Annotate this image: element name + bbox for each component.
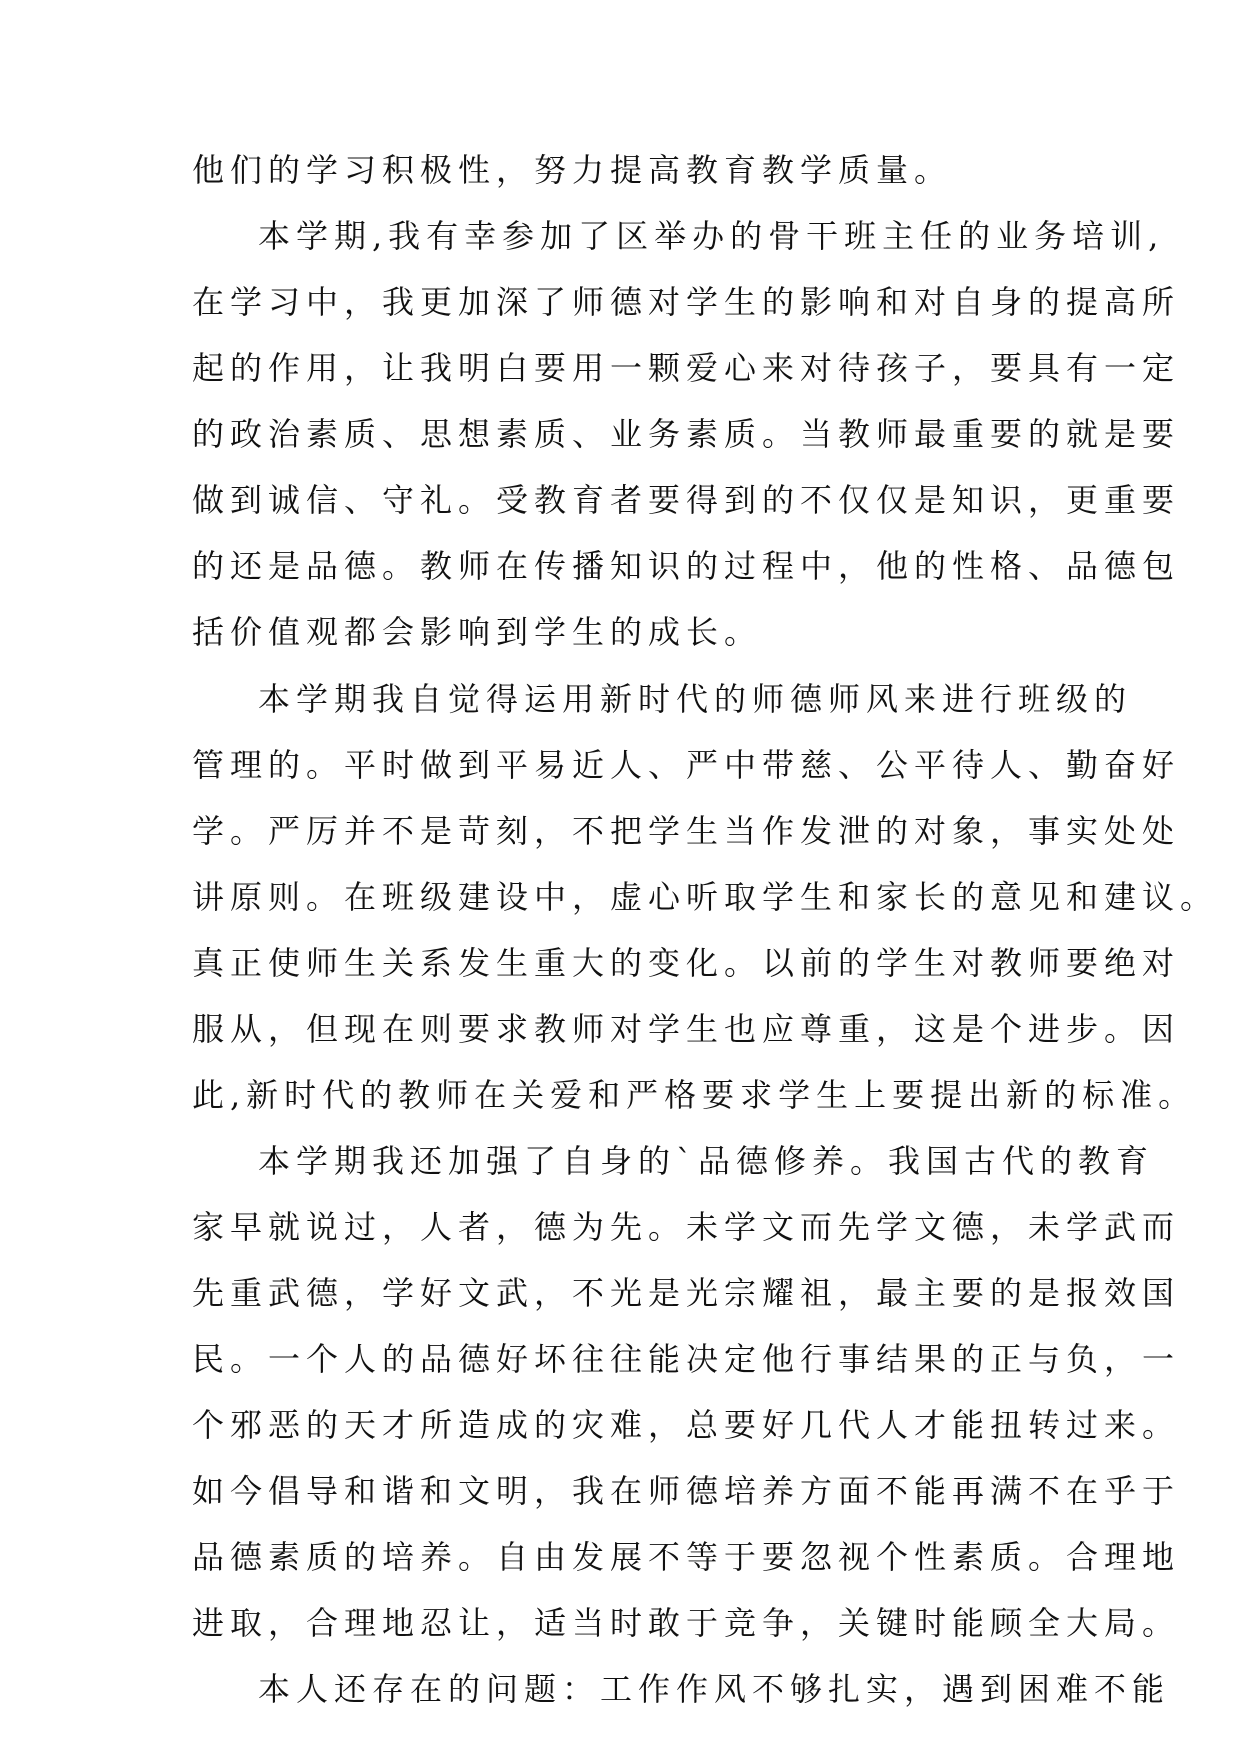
text-line: 学。严厉并不是苛刻，不把学生当作发泄的对象，事实处处 <box>192 812 1181 850</box>
text-line: 管理的。平时做到平易近人、严中带慈、公平待人、勤奋好 <box>192 746 1181 784</box>
text-line: 真正使师生关系发生重大的变化。以前的学生对教师要绝对 <box>192 944 1181 982</box>
paragraph-first-line: 本人还存在的问题：工作作风不够扎实，遇到困难不能 <box>258 1670 1171 1708</box>
text-line: 如今倡导和谐和文明，我在师德培养方面不能再满不在乎于 <box>192 1472 1181 1510</box>
paragraph-first-line: 本学期我还加强了自身的`品德修养。我国古代的教育 <box>258 1142 1155 1180</box>
text-line: 讲原则。在班级建设中，虚心听取学生和家长的意见和建议。 <box>192 878 1219 916</box>
text-line: 在学习中，我更加深了师德对学生的影响和对自身的提高所 <box>192 283 1181 321</box>
paragraph-first-line: 本学期我自觉得运用新时代的师德师风来进行班级的 <box>258 680 1133 718</box>
text-line: 进取，合理地忍让，适当时敢于竞争，关键时能顾全大局。 <box>192 1604 1181 1642</box>
text-line: 民。一个人的品德好坏往往能决定他行事结果的正与负，一 <box>192 1340 1181 1378</box>
text-line: 品德素质的培养。自由发展不等于要忽视个性素质。合理地 <box>192 1538 1181 1576</box>
text-line: 起的作用，让我明白要用一颗爱心来对待孩子，要具有一定 <box>192 349 1181 387</box>
text-line: 此,新时代的教师在关爱和严格要求学生上要提出新的标准。 <box>192 1076 1197 1114</box>
paragraph-first-line: 本学期,我有幸参加了区举办的骨干班主任的业务培训, <box>258 217 1165 255</box>
text-line: 括价值观都会影响到学生的成长。 <box>192 613 763 651</box>
text-line: 服从，但现在则要求教师对学生也应尊重，这是个进步。因 <box>192 1010 1181 1048</box>
text-line: 先重武德，学好文武，不光是光宗耀祖，最主要的是报效国 <box>192 1274 1181 1312</box>
text-line: 家早就说过，人者，德为先。未学文而先学文德，未学武而 <box>192 1208 1181 1246</box>
text-line: 的政治素质、思想素质、业务素质。当教师最重要的就是要 <box>192 415 1181 453</box>
text-line: 的还是品德。教师在传播知识的过程中，他的性格、品德包 <box>192 547 1181 585</box>
text-line: 做到诚信、守礼。受教育者要得到的不仅仅是知识，更重要 <box>192 481 1181 519</box>
text-line: 个邪恶的天才所造成的灾难，总要好几代人才能扭转过来。 <box>192 1406 1181 1444</box>
text-line: 他们的学习积极性，努力提高教育教学质量。 <box>192 151 953 189</box>
